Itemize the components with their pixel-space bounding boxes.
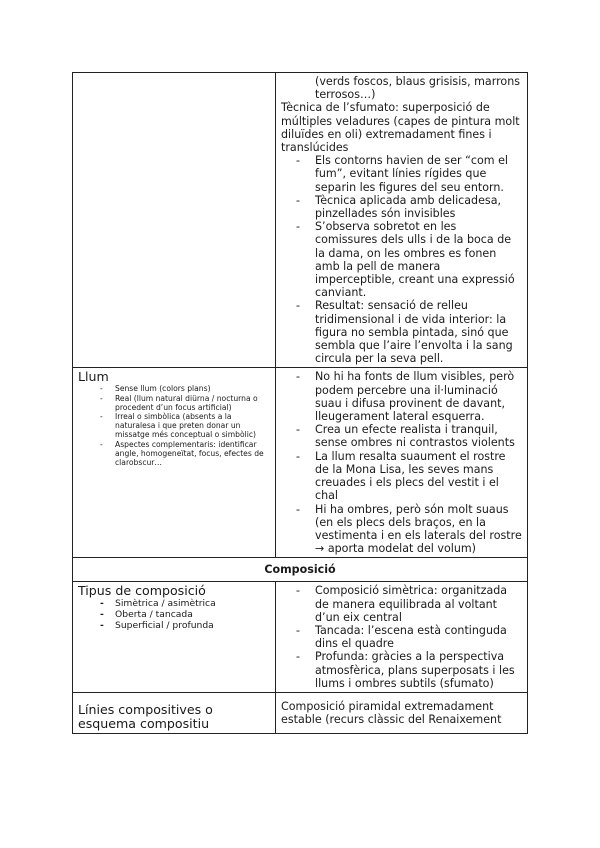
list-item: - S’observa sobretot en les comissures dels ulls i de la boca de la dama, on les ombres es fonen amb la pell de manera imperceptible, creant una expressió canviant.	[281, 220, 522, 299]
guide-list	[78, 598, 270, 631]
list-item: - Crea un efecte realista i tranquil, sense ombres ni contrastos violents	[281, 423, 522, 449]
content-cell	[276, 368, 528, 558]
list-item: - Tècnica aplicada amb delicadesa, pinzellades són invisibles	[281, 194, 522, 220]
label-cell	[73, 368, 276, 558]
content-cell	[276, 692, 528, 733]
section-header: Composició	[73, 558, 528, 582]
analysis-table	[72, 72, 528, 734]
label-cell	[73, 692, 276, 733]
guide-item: - Oberta / tancada	[78, 609, 270, 620]
list-item: - Hi ha ombres, però són molt suaus (en els plecs dels braços, en la vestimenta i en els laterals del rostre → aporta modelat del volum)	[281, 503, 522, 556]
list-item: - No hi ha fonts de llum visibles, però podem percebre una il·luminació suau i difusa provinent de davant, lleugerament lateral esquerra.	[281, 370, 522, 423]
row-label: Línies compositives o esquema compositiu	[78, 701, 213, 731]
guide-item: - Aspectes complementaris: identificar angle, homogeneïtat, focus, efectes de clarobscur…	[78, 440, 270, 468]
list-item: - Tancada: l’escena està continguda dins el quadre	[281, 624, 522, 650]
guide-item: - Simètrica / asimètrica	[78, 598, 270, 609]
list-item: - Resultat: sensació de relleu tridimensional i de vida interior: la figura no sembla pintada, sinó que sembla que l’aire l’envolta i la sang circula per la seva pell.	[281, 299, 522, 365]
answer-list	[281, 584, 522, 690]
guide-item: - Sense llum (colors plans)	[78, 384, 270, 393]
list-item: - Els contorns havien de ser “com el fum”, evitant línies rígides que separin les figures del seu entorn.	[281, 154, 522, 194]
list-item: - Profunda: gràcies a la perspectiva atmosfèrica, plans superposats i les llums i ombres subtils (sfumato)	[281, 650, 522, 690]
guide-list	[78, 384, 270, 467]
empty-label-cell	[73, 73, 276, 368]
content-cell	[276, 73, 528, 368]
table-row-linies	[73, 692, 528, 733]
answer-text: Composició piramidal extremadament estable (recurs clàssic del Renaixement	[281, 699, 502, 727]
table-row-pintura	[73, 73, 528, 368]
row-label: Tipus de composició	[78, 583, 206, 599]
table-row-tipus	[73, 582, 528, 693]
list-item: - Composició simètrica: organitzada de manera equilibrada al voltant d’un eix central	[281, 584, 522, 624]
table-row-llum	[73, 368, 528, 558]
continuation-text: (verds foscos, blaus grisisis, marrons terrosos…)	[315, 75, 521, 102]
guide-item: - Irreal o simbòlica (absents a la naturalesa i que preten donar un missatge més conceptual o simbòlic)	[78, 412, 270, 440]
list-item: - La llum resalta suaument el rostre de la Mona Lisa, les seves mans creuades i els plecs del vestit i el chal	[281, 450, 522, 503]
row-label: Llum	[78, 369, 109, 385]
answer-list	[281, 370, 522, 555]
label-cell	[73, 582, 276, 693]
section-header-row	[73, 558, 528, 582]
guide-item: - Superficial / profunda	[78, 620, 270, 631]
guide-item: - Real (llum natural diürna / nocturna o procedent d’un focus artificial)	[78, 394, 270, 412]
content-cell	[276, 582, 528, 693]
sfumato-intro: Tècnica de l’sfumato: superposició de múltiples veladures (capes de pintura molt diluïdes en oli) extremadament fines i translúcides	[281, 101, 520, 155]
sfumato-list	[281, 154, 522, 365]
